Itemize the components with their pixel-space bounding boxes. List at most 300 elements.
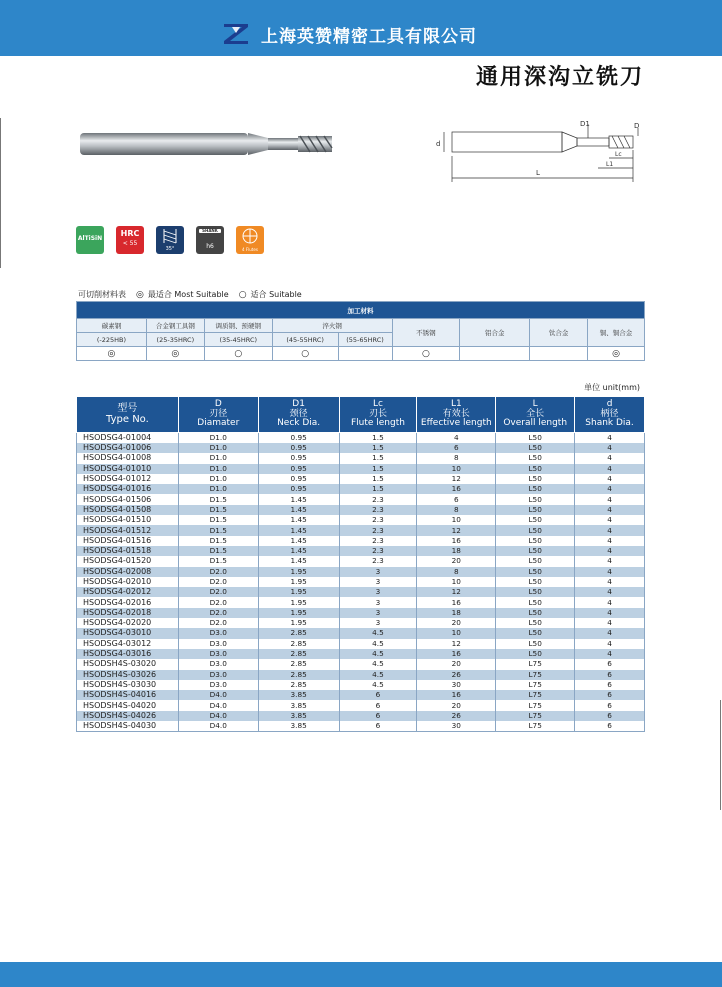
spec-cell: 6 [575, 690, 645, 700]
mat-hardened-range-2: (55-65HRC) [338, 333, 392, 347]
spec-cell: L75 [496, 721, 575, 732]
type-no-cell: HSODSH4S-04020 [77, 700, 179, 710]
suitable-symbol: ○ [238, 289, 247, 300]
spec-cell: D1.0 [178, 464, 258, 474]
rating-cell [460, 347, 530, 361]
type-no-cell: HSODSG4-02008 [77, 567, 179, 577]
spec-cell: 4.5 [339, 639, 417, 649]
spec-cell: D2.0 [178, 587, 258, 597]
spec-cell: 26 [417, 670, 496, 680]
helix-icon [156, 226, 184, 246]
unit-label: 单位 unit(mm) [584, 383, 640, 392]
hardness-badge: HRC < 55 [116, 226, 144, 254]
rating-cell: ○ [204, 347, 272, 361]
legend-label: 可切削材料表 [78, 290, 126, 299]
spec-cell: 6 [575, 680, 645, 690]
table-row [77, 597, 645, 607]
table-row [77, 546, 645, 556]
spec-cell: D1.5 [178, 525, 258, 535]
spec-cell: 2.85 [258, 649, 339, 659]
mat-copper: 铜、铜合金 [588, 319, 645, 347]
mat-hardened: 淬火钢 [272, 319, 392, 333]
type-no-cell: HSODSH4S-04026 [77, 711, 179, 721]
table-row [77, 649, 645, 659]
spec-cell: 4.5 [339, 680, 417, 690]
spec-cell: 1.45 [258, 494, 339, 504]
column-header-line: 型号 [117, 403, 138, 414]
spec-cell: 0.95 [258, 464, 339, 474]
spec-cell: D1.5 [178, 546, 258, 556]
spec-cell: 6 [575, 711, 645, 721]
spec-cell: L50 [496, 433, 575, 444]
type-no-cell: HSODSG4-03016 [77, 649, 179, 659]
spec-cell: 1.95 [258, 618, 339, 628]
spec-cell: D2.0 [178, 577, 258, 587]
spec-cell: 4 [575, 464, 645, 474]
spec-cell: 1.45 [258, 515, 339, 525]
table-row [77, 433, 645, 444]
column-header-line: L [532, 399, 538, 410]
spec-cell: L75 [496, 711, 575, 721]
spec-cell: 4.5 [339, 649, 417, 659]
type-no-cell: HSODSG4-01016 [77, 484, 179, 494]
spec-cell: L50 [496, 587, 575, 597]
spec-cell: L50 [496, 484, 575, 494]
type-no-cell: HSODSG4-01004 [77, 433, 179, 444]
column-header-line: Type No. [106, 413, 149, 425]
table-row [77, 587, 645, 597]
spec-cell: 0.95 [258, 484, 339, 494]
spec-cell: 8 [417, 567, 496, 577]
spec-cell: D1.0 [178, 443, 258, 453]
spec-cell: 4 [575, 649, 645, 659]
type-no-cell: HSODSH4S-03020 [77, 659, 179, 669]
type-no-cell: HSODSG4-02020 [77, 618, 179, 628]
spec-cell: 10 [417, 515, 496, 525]
spec-cell: 2.85 [258, 670, 339, 680]
table-row [77, 453, 645, 463]
spec-cell: 4 [575, 453, 645, 463]
spec-cell: 1.5 [339, 474, 417, 484]
type-no-cell: HSODSG4-01518 [77, 546, 179, 556]
spec-cell: 4 [575, 443, 645, 453]
spec-cell: D1.5 [178, 556, 258, 566]
column-header-line: 柄径 [600, 408, 619, 419]
spec-cell: 0.95 [258, 474, 339, 484]
coating-badge: AlTiSiN [76, 226, 104, 254]
company-name: 上海英赞精密工具有限公司 [261, 27, 477, 47]
table-row [77, 680, 645, 690]
spec-cell: 6 [575, 721, 645, 732]
column-header-line: Diamater [197, 418, 240, 429]
spec-cell: 6 [575, 659, 645, 669]
spec-cell: 12 [417, 639, 496, 649]
spec-cell: 1.5 [339, 464, 417, 474]
spec-cell: 2.3 [339, 525, 417, 535]
spec-cell: 6 [339, 711, 417, 721]
table-row [77, 494, 645, 504]
spec-cell: 3 [339, 618, 417, 628]
type-no-cell: HSODSG4-02012 [77, 587, 179, 597]
end-mill-photo [78, 124, 338, 164]
left-edge-rule [0, 118, 1, 268]
spec-cell: 1.5 [339, 453, 417, 463]
spec-cell: L50 [496, 649, 575, 659]
table-row [77, 618, 645, 628]
spec-cell: L50 [496, 453, 575, 463]
mat-prehardened-range: (35-45HRC) [204, 333, 272, 347]
spec-cell: 1.95 [258, 587, 339, 597]
spec-cell: L50 [496, 628, 575, 638]
table-row [77, 659, 645, 669]
spec-cell: L50 [496, 597, 575, 607]
spec-cell: L75 [496, 690, 575, 700]
spec-cell: 1.95 [258, 608, 339, 618]
spec-cell: 3 [339, 587, 417, 597]
table-row [77, 515, 645, 525]
mat-aluminum: 铝合金 [460, 319, 530, 347]
spec-cell: 16 [417, 649, 496, 659]
label-L1: L1 [606, 161, 614, 168]
spec-cell: L50 [496, 505, 575, 515]
table-row [77, 700, 645, 710]
column-header [496, 397, 575, 433]
table-row [77, 525, 645, 535]
spec-cell: 4 [575, 536, 645, 546]
type-no-cell: HSODSG4-01508 [77, 505, 179, 515]
spec-cell: 6 [575, 700, 645, 710]
type-no-cell: HSODSG4-02018 [77, 608, 179, 618]
column-header [258, 397, 339, 433]
table-row [77, 556, 645, 566]
spec-cell: 2.3 [339, 546, 417, 556]
column-header-line: 刃长 [368, 408, 387, 419]
mat-carbon: 碳素钢 [77, 319, 147, 333]
mat-alloy: 合金钢工具钢 [146, 319, 204, 333]
spec-cell: 2.3 [339, 515, 417, 525]
spec-cell: 3 [339, 597, 417, 607]
table-row [77, 505, 645, 515]
rating-cell: ◎ [146, 347, 204, 361]
spec-cell: D4.0 [178, 700, 258, 710]
mat-hardened-range-1: (45-55HRC) [272, 333, 338, 347]
spec-cell: 2.85 [258, 659, 339, 669]
table-row [77, 711, 645, 721]
spec-cell: D4.0 [178, 721, 258, 732]
spec-cell: 10 [417, 628, 496, 638]
table-row [77, 628, 645, 638]
spec-cell: 4 [575, 494, 645, 504]
spec-cell: D3.0 [178, 680, 258, 690]
column-header [339, 397, 417, 433]
spec-cell: D3.0 [178, 628, 258, 638]
spec-cell: 30 [417, 680, 496, 690]
spec-cell: L75 [496, 680, 575, 690]
material-table [76, 301, 645, 361]
type-no-cell: HSODSG4-01516 [77, 536, 179, 546]
mat-prehardened: 调质钢、预硬钢 [204, 319, 272, 333]
spec-cell: 3 [339, 608, 417, 618]
table-row [77, 690, 645, 700]
zy-logo-icon [222, 22, 250, 46]
column-header [575, 397, 645, 433]
table-row [77, 670, 645, 680]
spec-cell: 4 [575, 628, 645, 638]
column-header-line: d [606, 399, 613, 410]
column-header-line: Effective length [420, 418, 492, 429]
spec-cell: 1.45 [258, 525, 339, 535]
column-header-line: Shank Dia. [585, 418, 634, 429]
spec-cell: 2.85 [258, 680, 339, 690]
spec-cell: D1.5 [178, 515, 258, 525]
spec-cell: 2.85 [258, 639, 339, 649]
label-Lc: Lc [615, 151, 622, 158]
type-no-cell: HSODSG4-01006 [77, 443, 179, 453]
spec-cell: L50 [496, 556, 575, 566]
spec-cell: D4.0 [178, 711, 258, 721]
type-no-cell: HSODSG4-01506 [77, 494, 179, 504]
spec-cell: 2.3 [339, 505, 417, 515]
feature-badges [76, 226, 264, 254]
mat-titanium: 钛合金 [530, 319, 588, 347]
spec-cell: 6 [339, 690, 417, 700]
spec-table [76, 396, 645, 732]
rating-cell: ○ [392, 347, 460, 361]
table-row [77, 577, 645, 587]
spec-cell: 4 [575, 433, 645, 444]
spec-cell: 4 [575, 597, 645, 607]
spec-cell: D2.0 [178, 597, 258, 607]
spec-cell: 20 [417, 556, 496, 566]
spec-cell: 4 [575, 577, 645, 587]
flutes-badge: 4 Flutes [236, 226, 264, 254]
spec-cell: 4 [575, 618, 645, 628]
column-header-line: L1 [450, 399, 462, 410]
spec-cell: L50 [496, 618, 575, 628]
spec-cell: D3.0 [178, 639, 258, 649]
material-legend [78, 289, 302, 300]
spec-cell: 6 [417, 443, 496, 453]
spec-cell: 4.5 [339, 628, 417, 638]
spec-cell: 18 [417, 608, 496, 618]
spec-cell: 1.5 [339, 443, 417, 453]
most-suitable-text: 最适合 Most Suitable [147, 290, 229, 299]
spec-cell: 12 [417, 587, 496, 597]
label-D: D [634, 122, 640, 130]
spec-cell: 1.5 [339, 484, 417, 494]
spec-cell: 0.95 [258, 443, 339, 453]
spec-cell: 6 [339, 721, 417, 732]
table-row [77, 484, 645, 494]
spec-cell: D1.5 [178, 536, 258, 546]
spec-cell: 1.45 [258, 536, 339, 546]
column-header [417, 397, 496, 433]
spec-cell: 4 [417, 433, 496, 444]
spec-cell: L50 [496, 443, 575, 453]
spec-cell: 1.95 [258, 567, 339, 577]
label-D1: D1 [580, 120, 590, 128]
mat-carbon-range: (-225HB) [77, 333, 147, 347]
spec-cell: 4 [575, 474, 645, 484]
spec-cell: 18 [417, 546, 496, 556]
type-no-cell: HSODSH4S-03030 [77, 680, 179, 690]
spec-cell: 20 [417, 618, 496, 628]
type-no-cell: HSODSG4-03010 [77, 628, 179, 638]
spec-cell: D1.0 [178, 453, 258, 463]
spec-cell: L50 [496, 546, 575, 556]
rating-cell [338, 347, 392, 361]
spec-cell: L50 [496, 474, 575, 484]
spec-cell: L50 [496, 567, 575, 577]
column-header [178, 397, 258, 433]
label-L: L [536, 169, 540, 177]
rating-cell: ◎ [588, 347, 645, 361]
spec-cell: 30 [417, 721, 496, 732]
spec-cell: 1.45 [258, 505, 339, 515]
type-no-cell: HSODSG4-01520 [77, 556, 179, 566]
spec-cell: 2.3 [339, 536, 417, 546]
spec-cell: 6 [417, 494, 496, 504]
spec-cell: 1.5 [339, 433, 417, 444]
spec-cell: L75 [496, 670, 575, 680]
spec-cell: D3.0 [178, 670, 258, 680]
spec-cell: 3.85 [258, 690, 339, 700]
column-header-line: 刃径 [209, 408, 228, 419]
type-no-cell: HSODSG4-01512 [77, 525, 179, 535]
spec-cell: D2.0 [178, 567, 258, 577]
spec-cell: D1.5 [178, 494, 258, 504]
spec-cell: 3 [339, 567, 417, 577]
type-no-cell: HSODSG4-01008 [77, 453, 179, 463]
spec-cell: 16 [417, 690, 496, 700]
spec-cell: L50 [496, 536, 575, 546]
column-header-line: 全长 [526, 408, 545, 419]
column-header-line: Flute length [350, 418, 405, 429]
type-no-cell: HSODSG4-01012 [77, 474, 179, 484]
helix-angle-badge: 35° [156, 226, 184, 254]
spec-cell: 2.3 [339, 494, 417, 504]
spec-cell: 10 [417, 464, 496, 474]
spec-cell: 1.45 [258, 556, 339, 566]
type-no-cell: HSODSG4-03012 [77, 639, 179, 649]
mat-alloy-range: (25-35HRC) [146, 333, 204, 347]
four-flute-icon [236, 226, 264, 246]
spec-cell: 2.3 [339, 556, 417, 566]
column-header-line: 颈径 [289, 408, 308, 419]
spec-cell: 4 [575, 525, 645, 535]
type-no-cell: HSODSG4-02016 [77, 597, 179, 607]
column-header-line: D [214, 399, 222, 410]
type-no-cell: HSODSG4-02010 [77, 577, 179, 587]
spec-cell: 1.95 [258, 597, 339, 607]
column-header-line: 有效长 [442, 408, 470, 419]
spec-cell: L50 [496, 608, 575, 618]
spec-cell: D1.0 [178, 474, 258, 484]
table-row [77, 608, 645, 618]
spec-cell: D1.0 [178, 484, 258, 494]
spec-cell: 4.5 [339, 659, 417, 669]
table-row [77, 721, 645, 732]
rating-cell: ◎ [77, 347, 147, 361]
spec-cell: 4 [575, 546, 645, 556]
spec-cell: 26 [417, 711, 496, 721]
table-row [77, 639, 645, 649]
spec-cell: 16 [417, 536, 496, 546]
right-edge-rule [720, 700, 721, 810]
footer-bar [0, 962, 722, 987]
spec-cell: 4 [575, 515, 645, 525]
shank-tolerance-badge: SHANK h6 [196, 226, 224, 254]
spec-cell: 16 [417, 484, 496, 494]
table-row [77, 567, 645, 577]
spec-cell: L50 [496, 494, 575, 504]
table-row [77, 464, 645, 474]
spec-cell: 6 [575, 670, 645, 680]
spec-cell: L50 [496, 464, 575, 474]
spec-cell: 4 [575, 484, 645, 494]
spec-cell: 12 [417, 474, 496, 484]
spec-cell: D1.0 [178, 433, 258, 444]
spec-cell: 20 [417, 659, 496, 669]
type-no-cell: HSODSG4-01510 [77, 515, 179, 525]
spec-cell: D4.0 [178, 690, 258, 700]
spec-cell: 4 [575, 639, 645, 649]
spec-cell: D2.0 [178, 618, 258, 628]
spec-cell: 12 [417, 525, 496, 535]
spec-cell: 0.95 [258, 453, 339, 463]
table-row [77, 443, 645, 453]
end-mill-drawing [432, 116, 642, 188]
rating-cell: ○ [272, 347, 338, 361]
spec-cell: D1.5 [178, 505, 258, 515]
most-suitable-symbol: ◎ [136, 289, 144, 300]
spec-cell: 16 [417, 597, 496, 607]
spec-cell: 8 [417, 453, 496, 463]
spec-cell: L50 [496, 515, 575, 525]
spec-cell: 4 [575, 587, 645, 597]
page-title: 通用深沟立铣刀 [475, 65, 644, 90]
spec-cell: 3 [339, 577, 417, 587]
type-no-cell: HSODSG4-01010 [77, 464, 179, 474]
header-bar [0, 0, 722, 56]
column-header-line: Lc [372, 399, 383, 410]
spec-cell: 4 [575, 556, 645, 566]
mat-stainless: 不锈钢 [392, 319, 460, 347]
spec-cell: L75 [496, 659, 575, 669]
spec-cell: L50 [496, 639, 575, 649]
spec-cell: 10 [417, 577, 496, 587]
spec-cell: 1.95 [258, 577, 339, 587]
spec-cell: 3.85 [258, 711, 339, 721]
type-no-cell: HSODSH4S-04030 [77, 721, 179, 732]
spec-cell: 4 [575, 505, 645, 515]
spec-cell: 4 [575, 567, 645, 577]
type-no-cell: HSODSH4S-03026 [77, 670, 179, 680]
spec-cell: 3.85 [258, 700, 339, 710]
suitable-text: 适合 Suitable [250, 290, 302, 299]
table-row [77, 474, 645, 484]
spec-cell: 20 [417, 700, 496, 710]
spec-cell: 4 [575, 608, 645, 618]
column-header-line: Overall length [503, 418, 568, 429]
spec-cell: L75 [496, 700, 575, 710]
spec-cell: 6 [339, 700, 417, 710]
column-header-line: D1 [292, 399, 305, 410]
spec-cell: L50 [496, 525, 575, 535]
spec-cell: 8 [417, 505, 496, 515]
spec-cell: 2.85 [258, 628, 339, 638]
column-header [77, 397, 179, 433]
